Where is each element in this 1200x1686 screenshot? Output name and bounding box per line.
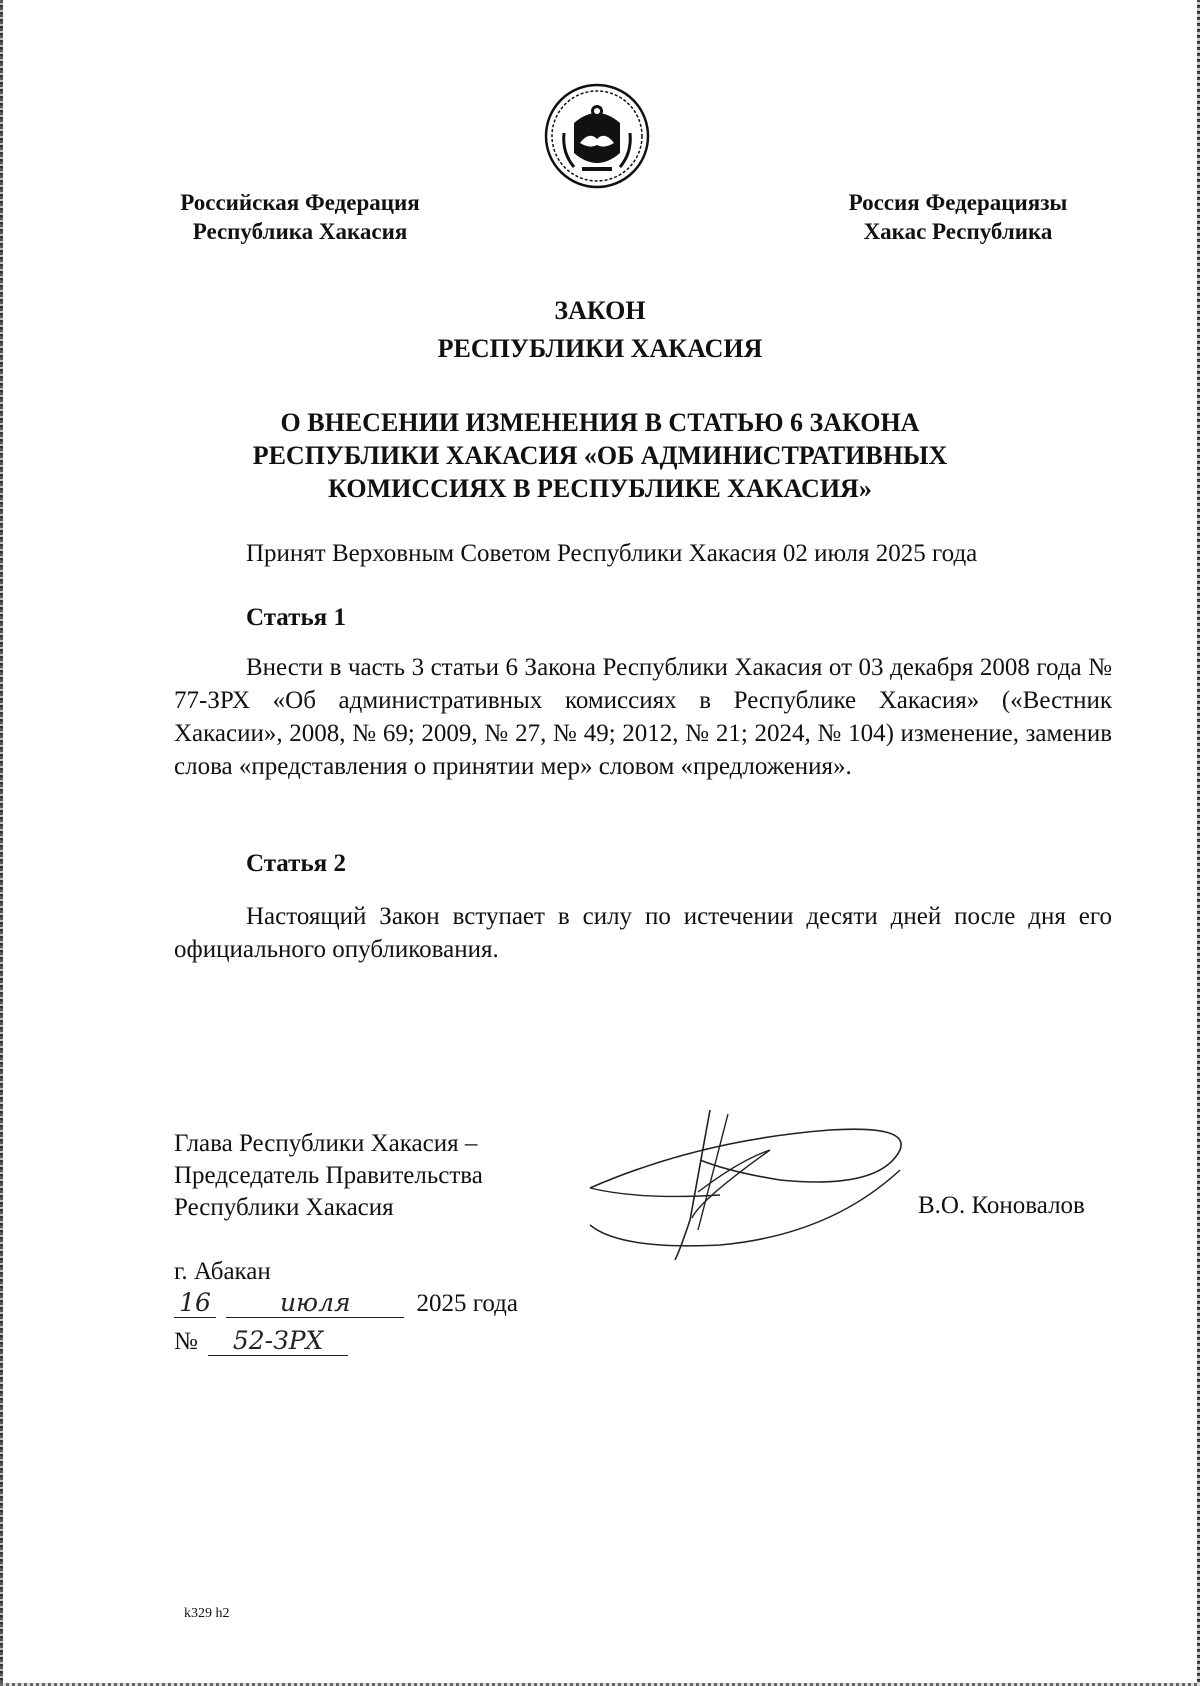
law-number	[174, 1326, 348, 1356]
number-prefix: №	[174, 1328, 198, 1355]
header-left-line2: Республика Хакасия	[192, 219, 408, 244]
law-subject-line1: О ВНЕСЕНИИ ИЗМЕНЕНИЯ В СТАТЬЮ 6 ЗАКОНА	[280, 408, 920, 437]
law-subject	[200, 406, 1000, 505]
adoption-statement: Принят Верховным Советом Республики Хакасия 02 июля 2025 года	[246, 540, 978, 567]
law-subject-line2: РЕСПУБЛИКИ ХАКАСИЯ «ОБ АДМИНИСТРАТИВНЫХ	[252, 441, 948, 470]
article-1-heading: Статья 1	[246, 604, 346, 631]
handwritten-number: 52-ЗРХ	[208, 1326, 348, 1356]
position-line3: Республики Хакасия	[174, 1194, 394, 1221]
handwritten-day: 16	[174, 1288, 216, 1318]
position-line1: Глава Республики Хакасия –	[174, 1130, 478, 1157]
scan-edge-left	[0, 0, 3, 1686]
position-line2: Председатель Правительства	[174, 1162, 483, 1189]
signatory-position	[174, 1128, 483, 1224]
law-title-line2: РЕСПУБЛИКИ ХАКАСИЯ	[437, 334, 763, 363]
city: г. Абакан	[174, 1258, 271, 1285]
header-left-line1: Российская Федерация	[180, 190, 420, 215]
law-subject-line3: КОМИССИЯХ В РЕСПУБЛИКЕ ХАКАСИЯ»	[328, 474, 872, 503]
khakassia-coat-of-arms-icon	[544, 83, 650, 189]
signer-name: В.О. Коновалов	[918, 1192, 1085, 1219]
signing-date	[174, 1288, 518, 1318]
header-right-line2: Хакас Республика	[863, 219, 1053, 244]
handwritten-month: июля	[226, 1288, 404, 1318]
law-title-line1: ЗАКОН	[554, 296, 646, 325]
law-title	[300, 292, 900, 368]
header-right-line1: Россия Федерациязы	[848, 190, 1068, 215]
footer-code: k329 h2	[184, 1606, 230, 1621]
article-2-heading: Статья 2	[246, 850, 346, 877]
article-2-body: Настоящий Закон вступает в силу по истечении десяти дней после дня его официального опубликования.	[174, 903, 1112, 963]
header-khakas	[838, 188, 1078, 246]
header-russian	[170, 188, 430, 246]
year-text: 2025 года	[416, 1290, 518, 1317]
article-1-body: Внести в часть 3 статьи 6 Закона Республики Хакасия от 03 декабря 2008 года № 77-ЗРХ «Об административных комиссиях в Республике Хакасия» («Вестник Хакасии», 2008, № 69; 2009, № 27, № 49; 2012, № 21; 2024, № 104) изменение, заменив слова «представления о принятии мер» словом «предложения».	[174, 654, 1112, 780]
handwritten-signature	[580, 1100, 920, 1260]
